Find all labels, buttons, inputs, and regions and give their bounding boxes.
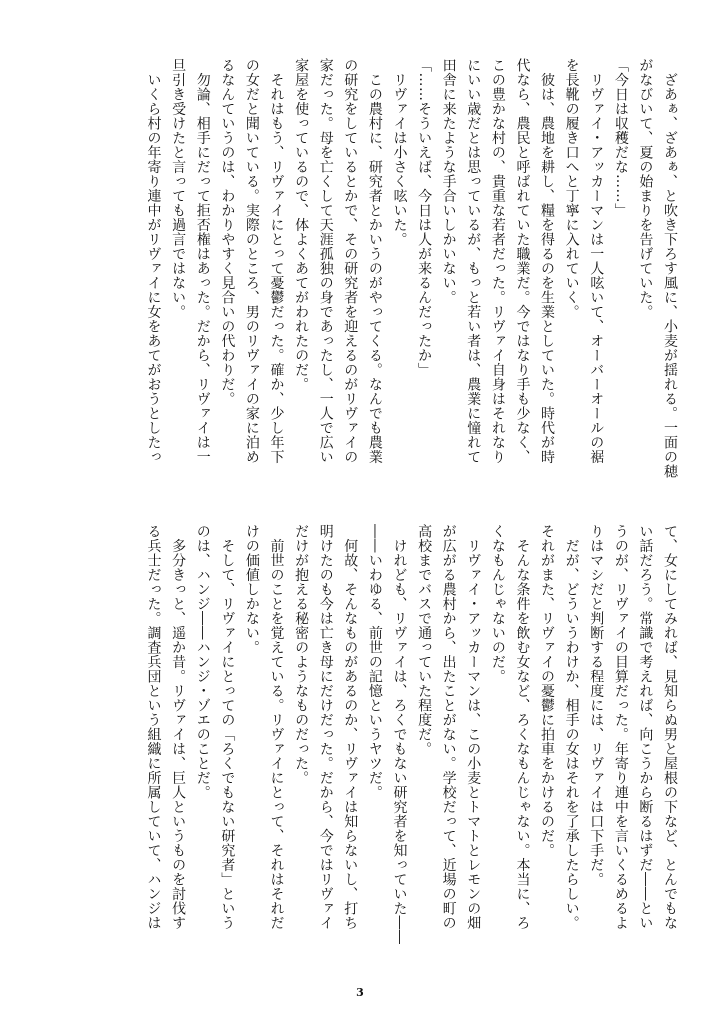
- text-line: だけが抱える秘密のようなものだった。: [293, 524, 310, 785]
- text-line: りはマシだと判断する程度には、リヴァイは口下手だ。: [588, 524, 605, 887]
- text-line: る兵士だった。調査兵団という組織に所属していて、ハンジは: [145, 524, 162, 930]
- text-line: この農村に、研究者とかいうのがやってくる。なんでも農業: [366, 58, 383, 464]
- text-line: の女だと聞いている。実際のところ、男のリヴァイの家に泊め: [243, 58, 260, 464]
- text-line: を長靴の履き口へと丁寧に入れていく。: [563, 58, 580, 319]
- text-line: るなんていうのは、わかりやすく見合いの代わりだ。: [219, 58, 236, 406]
- text-line: いくら村の年寄り連中がリヴァイに女をあてがおうとしたっ: [145, 58, 162, 464]
- text-line: そんな条件を飲む女など、ろくなもんじゃない。本当に、ろ: [514, 524, 531, 930]
- text-line: 前世のことを覚えている。リヴァイにとって、それはそれだ: [268, 524, 285, 930]
- text-line: 家だった。母を亡くして天涯孤独の身であったし、一人で広い: [317, 58, 334, 464]
- text-line: リヴァイ・アッカーマンは、この小麦とトマトとレモンの畑: [465, 524, 482, 930]
- text-line: 何故、そんなものがあるのか、リヴァイは知らないし、打ち: [342, 524, 359, 930]
- text-line: 代なら、農民と呼ばれていた職業だ。今ではなり手も少なく、: [514, 58, 531, 464]
- text-line: にいい歳だとは思っているが、もっと若い者は、農業に憧れて: [465, 58, 482, 464]
- text-line: 彼は、農地を耕し、糧を得るのを生業としていた。時代が時: [539, 58, 556, 464]
- text-line: うのが、リヴァイの目算だった。年寄り連中を言いくるめるよ: [612, 524, 629, 930]
- text-line: くなもんじゃないのだ。: [489, 524, 506, 684]
- text-line: けの価値しかない。: [243, 524, 260, 655]
- text-line: ざあぁ、ざあぁ、と吹き下ろす風に、小麦が揺れる。一面の穂: [662, 58, 678, 479]
- text-line: がなびいて、夏の始まりを告げていた。: [637, 58, 654, 319]
- page-number: 3: [356, 986, 364, 999]
- text-line: この豊かな村の、貴重な若者だった。リヴァイ自身はそれなり: [489, 58, 506, 464]
- text-line: リヴァイ・アッカーマンは一人呟いて、オーバーオールの裾: [588, 58, 605, 464]
- text-line: 高校までバスで通っていた程度だ。: [416, 524, 433, 756]
- text-line: 明けたのも今は亡き母にだけだった。だから、今ではリヴァイ: [317, 524, 334, 930]
- text-line: 「今日は収穫だな……」: [612, 58, 629, 218]
- text-line: の研究をしているとかで、その研究者を迎えるのがリヴァイの: [342, 58, 359, 464]
- text-line: けれども、リヴァイは、ろくでもない研究者を知っていた――: [391, 524, 408, 945]
- text-line: だが、どういうわけか、相手の女はそれを了承したらしい。: [563, 524, 580, 930]
- text-line: 家屋を使っているので、体よくあてがわれたのだ。: [293, 58, 310, 392]
- text-line: て、女にしてみれば、見知らぬ男と屋根の下など、とんでもな: [662, 524, 678, 930]
- text-line: 多分きっと、遥か昔。リヴァイは、巨人というものを討伐す: [170, 524, 187, 930]
- text-line: リヴァイは小さく呟いた。: [391, 58, 408, 247]
- text-line: そして、リヴァイにとっての「ろくでもない研究者」という: [219, 524, 236, 930]
- text-line: のは、ハンジ――ハンジ・ゾエのことだ。: [194, 524, 211, 800]
- text-line: それがまた、リヴァイの憂鬱に拍車をかけるのだ。: [539, 524, 556, 858]
- text-line: が広がる農村から、出たことがない。学校だって、近場の町の: [440, 524, 457, 930]
- text-line: 旦引き受けたと言っても過言ではない。: [170, 58, 187, 319]
- text-line: 勿論、相手にだって拒否権はあった。だから、リヴァイは一: [194, 58, 211, 464]
- text-block-bottom: [108, 524, 682, 968]
- text-block-top: [108, 58, 682, 502]
- text-line: い話だろう。常識で考えれば、向こうから断るはずだ――とい: [637, 524, 654, 930]
- text-line: ――いわゆる、前世の記憶というヤツだ。: [366, 524, 383, 800]
- text-line: 田舎に来たような手合いしかいない。: [440, 58, 457, 305]
- text-line: 「……そういえば、今日は人が来るんだったか」: [416, 58, 433, 377]
- text-line: それはもう、リヴァイにとって憂鬱だった。確か、少し年下: [268, 58, 285, 464]
